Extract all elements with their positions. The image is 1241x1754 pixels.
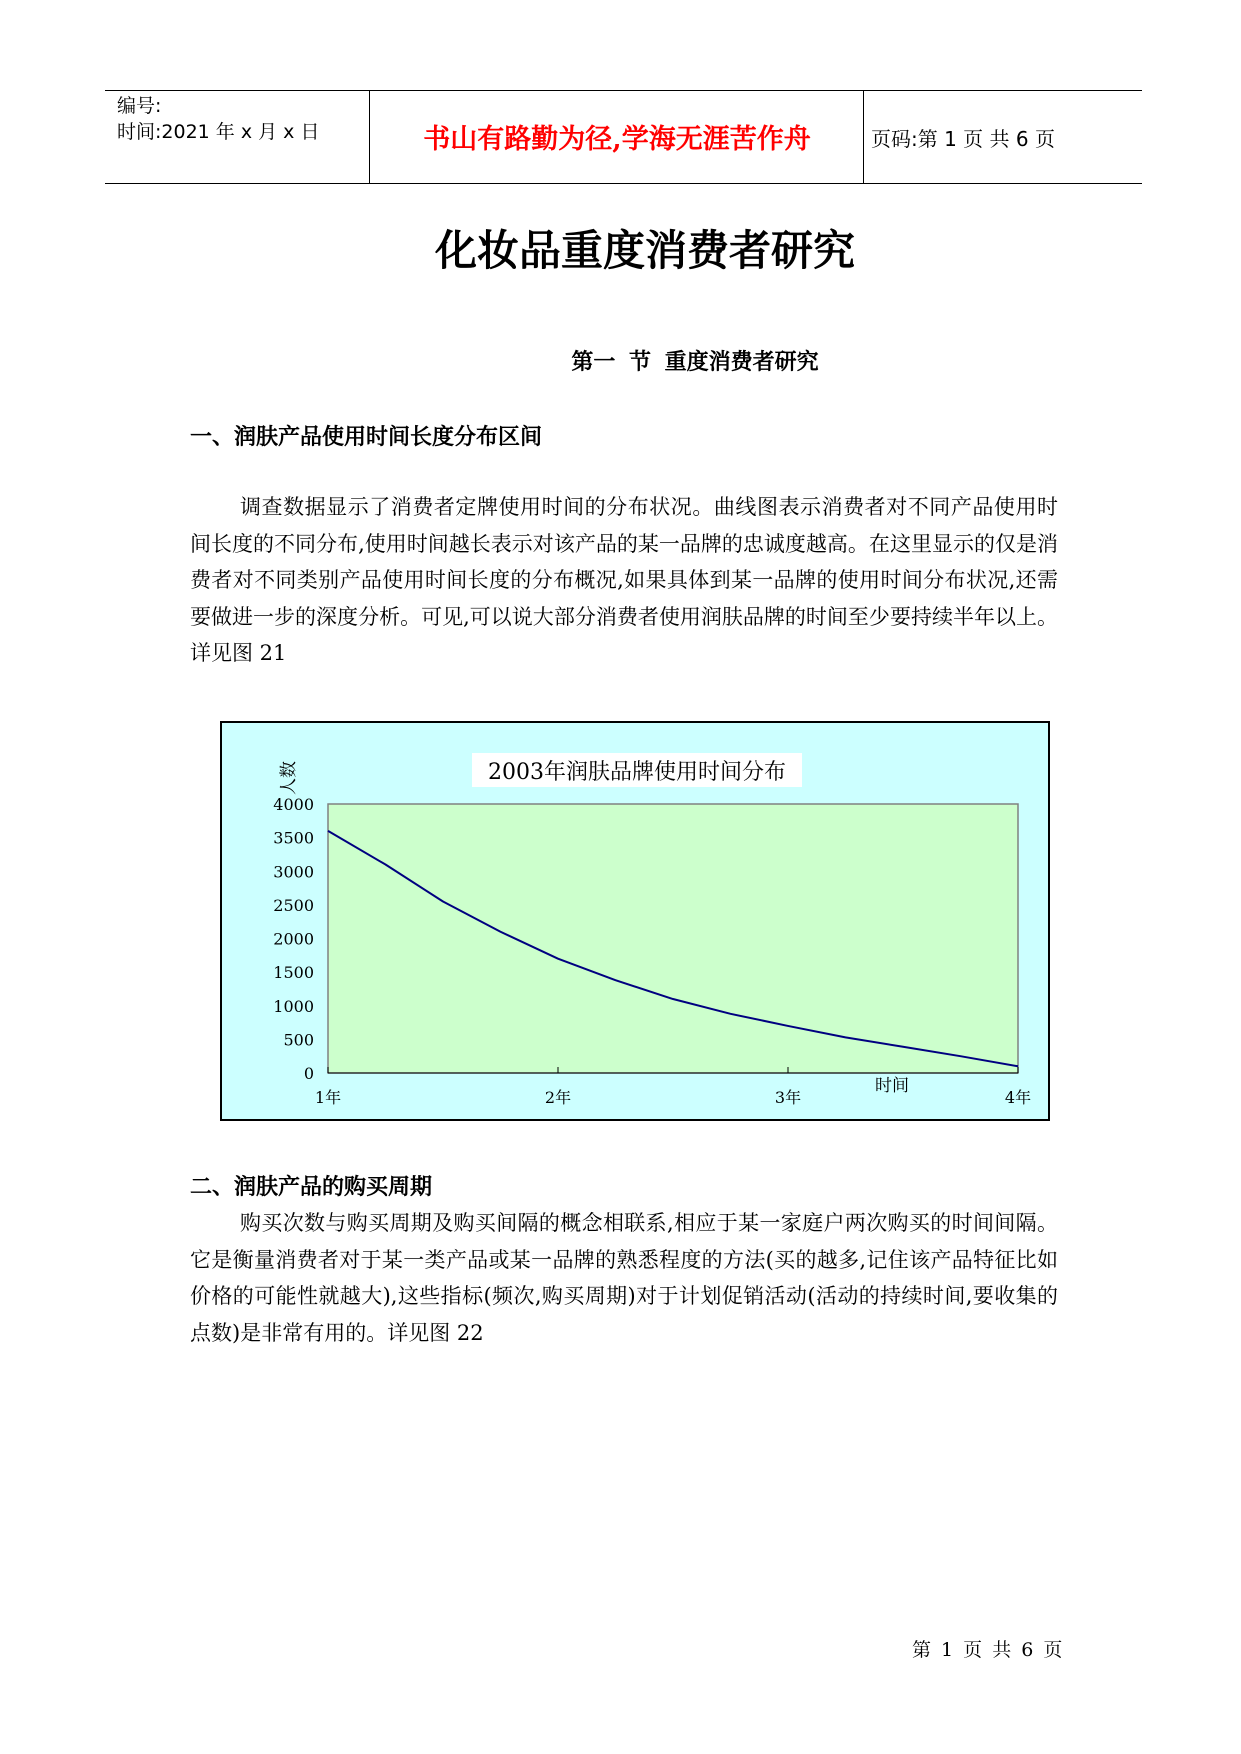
x-tick-label: 4年: [1004, 1088, 1032, 1107]
time-label: 时间:2021 年 x 月 x 日: [117, 121, 320, 143]
y-tick-label: 4000: [273, 795, 314, 814]
y-axis-label: 人数: [279, 761, 299, 795]
x-axis-label: 时间: [875, 1076, 909, 1096]
page-footer: 第 1 页 共 6 页: [912, 1639, 1063, 1661]
document-title: 化妆品重度消费者研究: [434, 226, 855, 275]
y-tick-label: 3000: [273, 862, 314, 882]
section-title: 第一 节 重度消费者研究: [571, 350, 819, 375]
header-meta: [117, 93, 319, 145]
plot-area: [328, 804, 1018, 1073]
y-tick-label: 1500: [273, 963, 314, 983]
y-tick-label: 1000: [273, 996, 314, 1016]
y-tick-label: 2000: [273, 929, 314, 949]
part1-heading: 一、润肤产品使用时间长度分布区间: [190, 425, 543, 450]
x-tick-label: 1年: [314, 1088, 342, 1107]
part1-paragraph: 调查数据显示了消费者定牌使用时间的分布状况。曲线图表示消费者对不同产品使用时间长度的不同分布,使用时间越长表示对该产品的某一品牌的忠诚度越高。在这里显示的仅是消费者对不同类别产品使用时间长度的分布概况,如果具体到某一品牌的使用时间分布状况,还需要做进一步的深度分析。可见,可以说大部分消费者使用润肤品牌的时间至少要持续半年以上。详见图 21: [190, 495, 1058, 665]
x-tick-label: 3年: [774, 1088, 802, 1107]
y-tick-label: 2500: [273, 895, 314, 915]
header-page-label: 页码:第 1 页 共 6 页: [871, 127, 1055, 151]
header-motto: 书山有路勤为径,学海无涯苦作舟: [423, 124, 811, 155]
y-tick-label: 500: [283, 1030, 314, 1050]
x-tick-label: 2年: [544, 1088, 572, 1107]
chart-title: 2003年润肤品牌使用时间分布: [488, 760, 786, 785]
y-tick-label: 0: [303, 1064, 314, 1083]
part2-heading: 二、润肤产品的购买周期: [190, 1175, 433, 1200]
chart-container: [220, 721, 1050, 1121]
y-tick-label: 3500: [273, 828, 314, 848]
page-header: [105, 90, 1142, 184]
number-label: 编号:: [117, 95, 162, 117]
part2-paragraph: 购买次数与购买周期及购买间隔的概念相联系,相应于某一家庭户两次购买的时间间隔。它是衡量消费者对于某一类产品或某一品牌的熟悉程度的方法(买的越多,记住该产品特征比如价格的可能性就越大),这些指标(频次,购买周期)对于计划促销活动(活动的持续时间,要收集的点数)是非常有用的。详见图 22: [190, 1211, 1058, 1345]
line-chart: [222, 723, 1048, 1119]
